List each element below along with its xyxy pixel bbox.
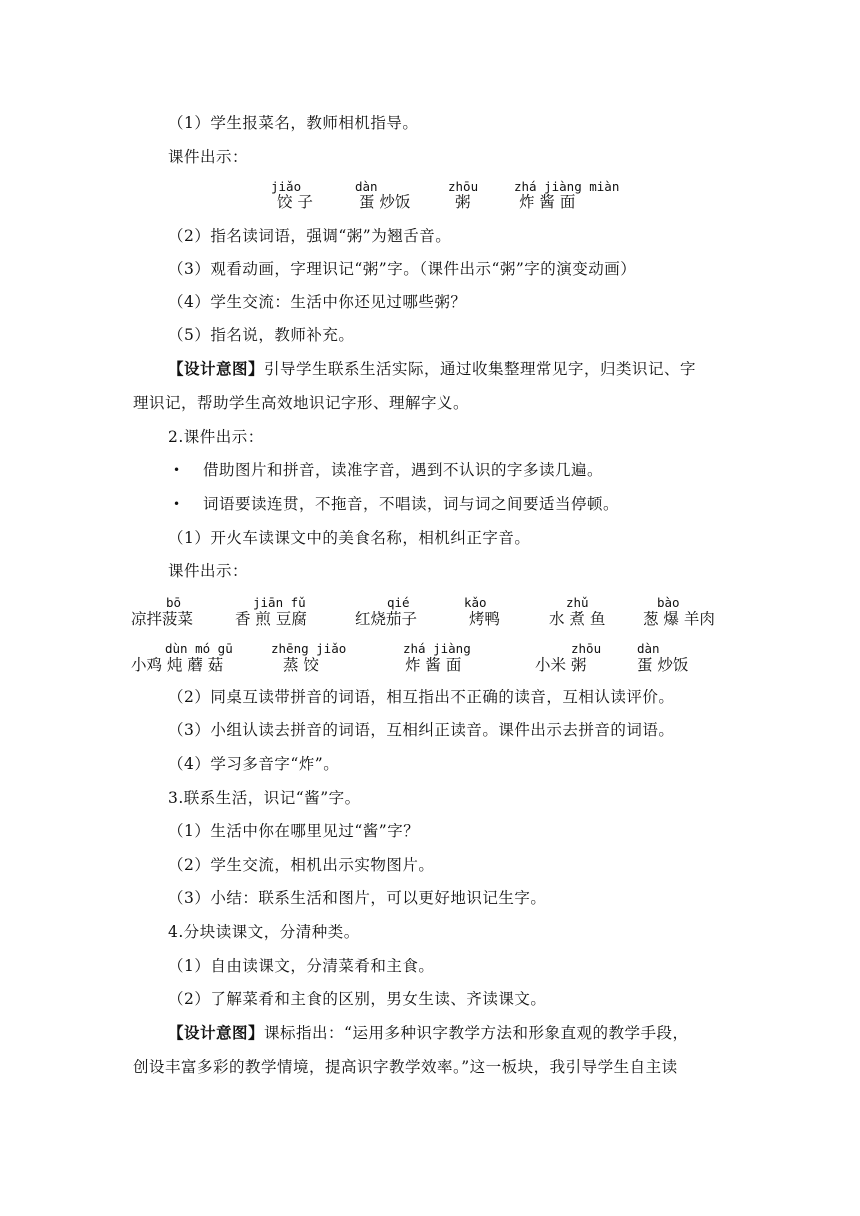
step-2-line: （2）指名读词语，强调“粥”为翘舌音。: [168, 227, 452, 245]
section-2-step-3: （3）小组认读去拼音的词语，互相纠正读音。课件出示去拼音的词语。: [168, 721, 675, 739]
pinyin: zhá jiàng: [403, 641, 471, 656]
pinyin: dàn: [637, 641, 660, 656]
design-intent-tag: 【设计意图】: [168, 1023, 265, 1042]
word: 烤鸭: [469, 610, 501, 628]
word: 粥: [455, 193, 471, 211]
section-3-step-1: （1）生活中你在哪里见过“酱”字？: [168, 822, 420, 840]
design-intent-1: [168, 359, 696, 379]
pinyin: dàn: [355, 179, 378, 194]
word: 红烧茄子: [355, 610, 418, 628]
section-3-heading: 3.联系生活，识记“酱”字。: [168, 789, 361, 807]
section-4-step-2: （2）了解菜肴和主食的区别，男女生读、齐读课文。: [168, 990, 547, 1008]
word: 小鸡 炖 蘑 菇: [131, 656, 224, 674]
word: 蛋 炒饭: [359, 193, 411, 211]
section-4-step-1: （1）自由读课文，分清菜肴和主食。: [168, 957, 435, 975]
pinyin: zhēng jiǎo: [271, 641, 347, 656]
bullet-item-1: 借助图片和拼音，读准字音，遇到不认识的字多读几遍。: [203, 461, 604, 479]
section-2-step-4: （4）学习多音字“炸”。: [168, 755, 340, 773]
pinyin: bō: [166, 595, 182, 610]
pinyin: qié: [387, 595, 410, 610]
bullet-dot: •: [173, 463, 181, 477]
design-intent-1-cont: 理识记，帮助学生高效地识记字形、理解字义。: [133, 394, 470, 412]
design-intent-text: 课标指出：“运用多种识字教学方法和形象直观的教学手段，: [264, 1024, 689, 1042]
pinyin: zhōu: [448, 179, 479, 194]
word: 蒸 饺: [283, 656, 319, 674]
design-intent-2: [168, 1023, 688, 1043]
section-2-step-2: （2）同桌互读带拼音的词语，相互指出不正确的读音，互相认读评价。: [168, 688, 675, 706]
step-4-line: （4）学生交流：生活中你还见过哪些粥？: [168, 293, 467, 311]
pinyin: jiǎo: [271, 179, 302, 194]
word: 饺 子: [277, 193, 313, 211]
pinyin: dùn mó gū: [165, 641, 233, 656]
word: 蛋 炒饭: [637, 656, 689, 674]
design-intent-tag: 【设计意图】: [168, 359, 265, 378]
step-5-line: （5）指名说，教师补充。: [168, 326, 355, 344]
section-4-heading: 4.分块读课文，分清种类。: [168, 923, 360, 941]
bullet-item-2: 词语要读连贯，不拖音，不唱读，词与词之间要适当停顿。: [203, 495, 620, 513]
word: 炸 酱 面: [405, 656, 462, 674]
design-intent-2-cont: 创设丰富多彩的教学情境，提高识字教学效率。”这一板块，我引导学生自主读: [133, 1058, 678, 1076]
section-2-heading: 2.课件出示：: [168, 428, 264, 446]
section-3-step-3: （3）小结：联系生活和图片，可以更好地识记生字。: [168, 889, 547, 907]
section-2-step-1: （1）开火车读课文中的美食名称，相机纠正字音。: [168, 529, 531, 547]
pinyin: zhá jiàng miàn: [514, 179, 620, 194]
pinyin: zhōu: [571, 641, 602, 656]
section-3-step-2: （2）学生交流，相机出示实物图片。: [168, 856, 435, 874]
pinyin: kǎo: [464, 595, 487, 610]
bullet-dot: •: [173, 497, 181, 511]
word: 炸 酱 面: [519, 193, 576, 211]
word: 葱 爆 羊肉: [643, 610, 715, 628]
courseware-label: 课件出示：: [168, 148, 249, 166]
pinyin: zhǔ: [566, 595, 589, 610]
pinyin: bào: [657, 595, 680, 610]
step-3-line: （3）观看动画，字理识记“粥”字。（课件出示“粥”字的演变动画）: [168, 260, 637, 278]
word: 小米 粥: [535, 656, 587, 674]
step-1-line: （1）学生报菜名，教师相机指导。: [168, 114, 419, 132]
courseware-label-2: 课件出示：: [168, 562, 249, 580]
pinyin: jiān fǔ: [253, 595, 306, 610]
word: 凉拌菠菜: [131, 610, 194, 628]
word: 水 煮 鱼: [549, 610, 606, 628]
word: 香 煎 豆腐: [235, 610, 307, 628]
design-intent-text: 引导学生联系生活实际，通过收集整理常见字，归类识记、字: [264, 360, 697, 378]
